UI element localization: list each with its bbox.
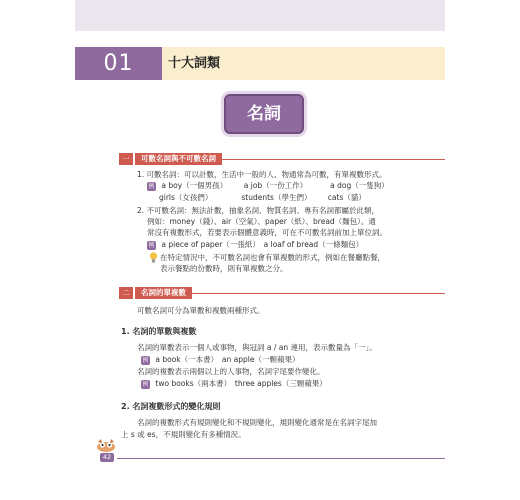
- sub2-line2: 上 s 或 es，不規則變化有多種情況。: [121, 430, 246, 439]
- example-mark: 例: [142, 356, 149, 364]
- part2-heading: [119, 287, 445, 299]
- part1-heading: [119, 153, 445, 165]
- example-mark: 例: [142, 380, 149, 388]
- subheading-1: 1. 名詞的單數與複數: [121, 327, 197, 336]
- part2-intro: 可數名詞可分為單數和複數兩種形式。: [137, 306, 265, 315]
- part2-number: 二: [119, 287, 133, 299]
- part1-title: 可數名詞與不可數名詞: [135, 153, 222, 165]
- example-row-3: 例 a piece of paper（一張紙） a loaf of bread（一條麵包）: [148, 240, 364, 249]
- example-row-5: 例 two books（兩本書） three apples（三顆蘋果）: [142, 379, 327, 388]
- owl-mascot-icon: [95, 438, 117, 452]
- part1-number: 一: [119, 153, 133, 165]
- page-number: 42: [100, 453, 114, 462]
- chapter-number: 01: [75, 47, 162, 80]
- example-row-4: 例 a book（一本書） an apple（一顆蘋果）: [142, 355, 300, 364]
- tip-line2: 表示餐點的份數時，則有單複數之分。: [160, 264, 288, 273]
- heading-rule: [222, 159, 445, 160]
- top-decor-bar: [75, 0, 445, 31]
- section-badge: 名詞: [224, 94, 304, 134]
- item1-text: 1. 可數名詞：可以計數，生活中一般的人、物通常為可數，有單複數形式。: [137, 170, 387, 179]
- item2-line1: 2. 不可數名詞：無法計數，抽象名詞、物質名詞、專有名詞都屬於此類，: [137, 206, 380, 215]
- sub2-line1: 名詞的複數形式有規則變化和不規則變化，規則變化通常是在名詞字尾加: [137, 418, 377, 427]
- footer-rule: [117, 458, 445, 459]
- item2-line3: 常沒有複數形式，若要表示個體意義時，可在不可數名詞前加上單位詞。: [147, 228, 387, 237]
- chapter-title: 十大詞類: [168, 56, 221, 71]
- example-row-2: girls（女孩們） students（學生們） cats（貓）: [159, 193, 366, 202]
- sub1-line1: 名詞的單數表示一個人或事物，與冠詞 a / an 連用，表示數量為「一」。: [137, 343, 377, 352]
- part2-title: 名詞的單複數: [135, 287, 192, 299]
- subheading-2: 2. 名詞複數形式的變化規則: [121, 402, 221, 411]
- example-mark: 例: [148, 241, 155, 249]
- heading-rule: [192, 293, 445, 294]
- sub1-line2: 名詞的複數表示兩個以上的人事物，名詞字尾要作變化。: [137, 367, 325, 376]
- example-row-1: 例 a boy（一個男孩） a job（一份工作） a dog（一隻狗）: [148, 181, 389, 190]
- lightbulb-icon: [149, 252, 158, 263]
- tip-line1: 在特定情況中，不可數名詞也會有單複數的形式，例如在餐廳點餐，: [160, 253, 385, 262]
- item2-line2: 例如：money（錢）、air（空氣）、paper（紙）、bread（麵包）。通: [147, 217, 376, 226]
- example-mark: 例: [148, 182, 155, 190]
